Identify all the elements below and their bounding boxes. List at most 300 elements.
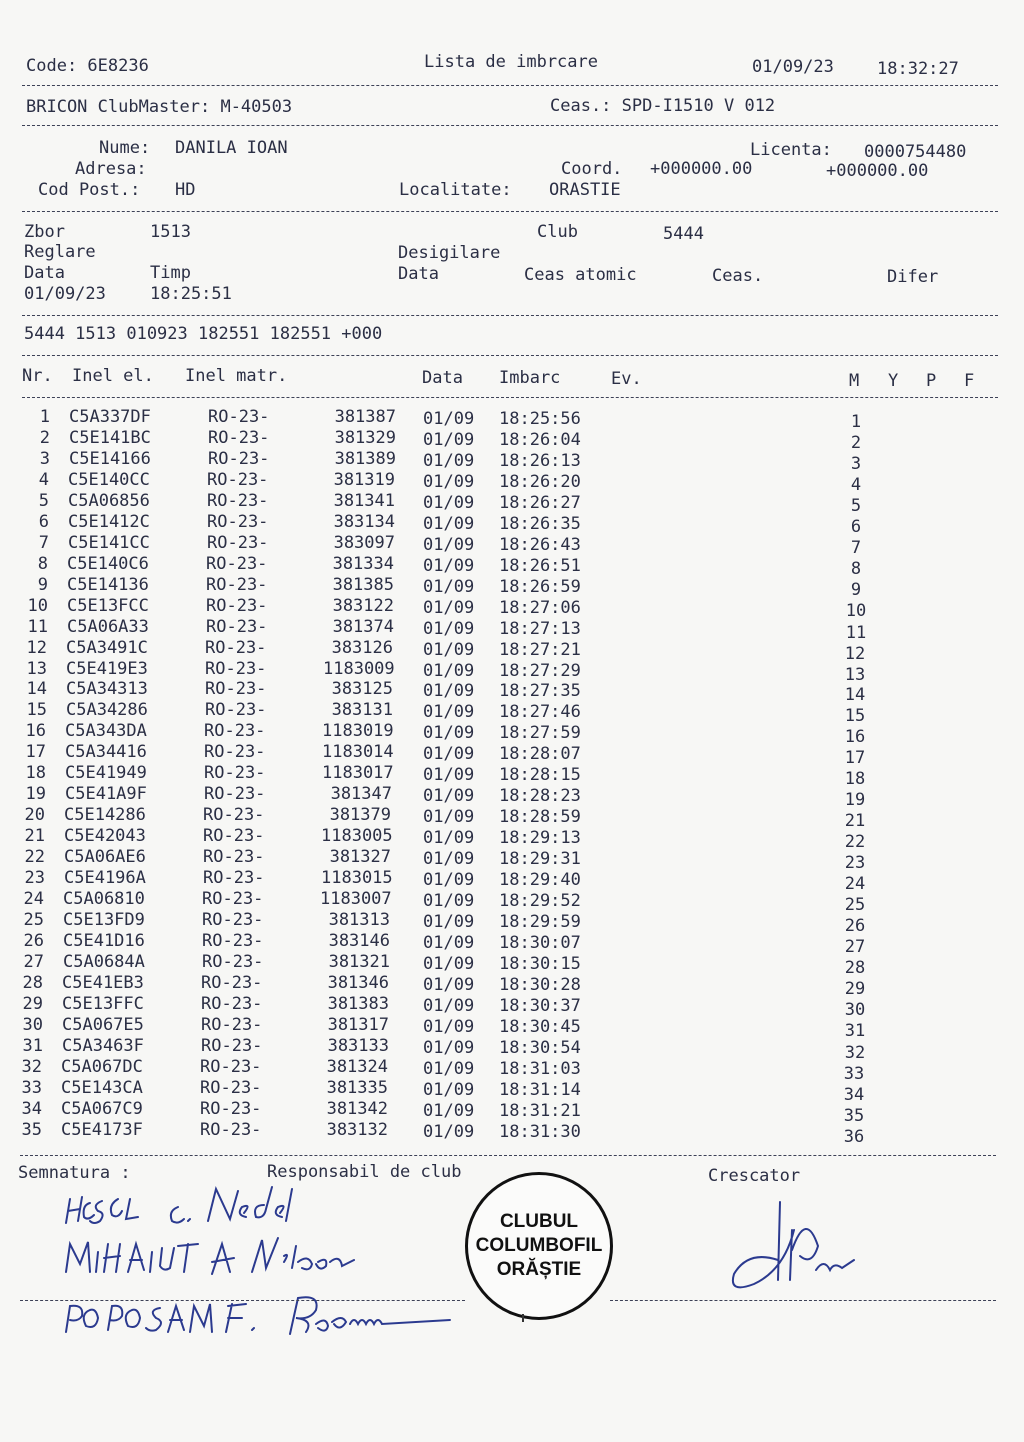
- arrival-time: 18:26:43: [499, 534, 581, 555]
- stamp-line-2: COLUMBOFIL: [475, 1235, 603, 1256]
- arrival-date: 01/09: [423, 513, 475, 534]
- rank: 3: [850, 453, 862, 474]
- table-row: [0, 721, 1024, 748]
- locality-label: Localitate:: [399, 180, 512, 200]
- ring-prefix: RO-23-: [205, 700, 267, 721]
- arrival-date: 01/09: [423, 974, 475, 995]
- ring-number: 381321: [328, 951, 390, 972]
- coord-value-1: +000000.00: [650, 159, 753, 179]
- arrival-time: 18:30:07: [499, 933, 581, 953]
- arrival-date: 01/09: [423, 1100, 475, 1121]
- postal-label: Cod Post.:: [38, 180, 141, 200]
- arrival-time: 18:31:21: [499, 1100, 581, 1121]
- electronic-ring: C5A34313: [66, 679, 148, 700]
- rank: 19: [844, 790, 866, 811]
- rank: 32: [844, 1042, 866, 1063]
- table-row: [0, 1119, 1024, 1147]
- ring-prefix: RO-23-: [206, 595, 268, 616]
- ring-prefix: RO-23-: [200, 1077, 262, 1098]
- reglare-label: Reglare: [24, 242, 96, 262]
- row-number: 11: [27, 616, 48, 637]
- separator: [20, 1300, 465, 1301]
- signature-mihaiut: [62, 1232, 362, 1282]
- arrival-time: 18:30:45: [499, 1016, 581, 1037]
- electronic-ring: C5E13FFC: [62, 993, 144, 1014]
- row-number: 33: [21, 1077, 42, 1098]
- desigilare-label: Desigilare: [398, 243, 501, 263]
- table-row: [0, 805, 1024, 832]
- separator: [20, 1155, 996, 1156]
- col-imbarc-header: Imbarc: [499, 368, 561, 388]
- ring-number: 383132: [326, 1119, 388, 1140]
- row-number: 27: [23, 951, 44, 972]
- ring-number: 1183014: [322, 742, 394, 763]
- table-row: [0, 1035, 1024, 1063]
- ring-prefix: RO-23-: [208, 448, 270, 469]
- arrival-time: 18:28:15: [499, 765, 581, 786]
- row-number: 30: [22, 1014, 43, 1035]
- ring-prefix: RO-23-: [200, 1098, 262, 1119]
- electronic-ring: C5A067DC: [61, 1056, 143, 1077]
- table-row: [0, 1014, 1024, 1041]
- table-row: [0, 972, 1024, 999]
- ring-prefix: RO-23-: [208, 407, 270, 427]
- ring-number: 381379: [329, 805, 391, 826]
- arrival-time: 18:29:40: [499, 870, 581, 891]
- arrival-date: 01/09: [423, 933, 475, 953]
- ring-prefix: RO-23-: [207, 532, 269, 553]
- rank: 24: [844, 874, 866, 895]
- rank: 7: [850, 537, 862, 558]
- row-number: 14: [26, 679, 47, 700]
- col-inel-el-header: Inel el.: [72, 366, 154, 386]
- col-p-header: P: [926, 371, 937, 391]
- row-number: 6: [38, 511, 49, 532]
- row-number: 17: [25, 742, 46, 763]
- row-number: 13: [26, 658, 47, 679]
- row-number: 25: [23, 910, 44, 931]
- table-row: [0, 637, 1024, 664]
- electronic-ring: C5E1412C: [68, 511, 150, 532]
- rank: 1: [850, 412, 862, 432]
- document-title: Lista de imbrcare: [424, 52, 598, 72]
- rank: 29: [844, 978, 866, 999]
- club-stamp: [465, 1172, 613, 1320]
- arrival-date: 01/09: [423, 639, 475, 660]
- ring-prefix: RO-23-: [200, 1119, 262, 1140]
- row-number: 12: [26, 637, 47, 658]
- rank: 18: [844, 769, 866, 790]
- table-row: [0, 574, 1024, 600]
- ring-prefix: RO-23-: [204, 721, 266, 742]
- electronic-ring: C5E13FCC: [67, 595, 149, 616]
- ring-number: 381341: [333, 490, 395, 511]
- ring-number: 381334: [332, 553, 394, 574]
- ring-number: 381329: [334, 427, 396, 448]
- separator: [610, 1300, 996, 1301]
- arrival-time: 18:27:06: [499, 597, 581, 618]
- arrival-time: 18:27:29: [499, 660, 581, 681]
- rank: 12: [844, 643, 866, 664]
- arrival-date: 01/09: [423, 555, 475, 576]
- arrival-time: 18:30:54: [499, 1037, 581, 1058]
- col-inel-matr-header: Inel matr.: [185, 366, 288, 386]
- rank: 9: [850, 579, 862, 600]
- electronic-ring: C5E41949: [65, 763, 147, 784]
- electronic-ring: C5E14286: [64, 805, 146, 826]
- ring-prefix: RO-23-: [201, 1014, 263, 1035]
- timp-label: Timp: [150, 263, 191, 283]
- arrival-time: 18:26:13: [499, 450, 581, 471]
- arrival-date: 01/09: [423, 744, 475, 765]
- arrival-date: 01/09: [423, 576, 475, 597]
- table-row: [0, 700, 1024, 727]
- ring-prefix: RO-23-: [207, 469, 269, 490]
- rank: 27: [844, 937, 866, 957]
- table-row: [0, 889, 1024, 916]
- table-row: [0, 448, 1024, 474]
- ring-prefix: RO-23-: [205, 679, 267, 700]
- ring-number: 1183019: [322, 721, 394, 742]
- rank: 4: [850, 474, 862, 495]
- table-row: [0, 1077, 1024, 1105]
- arrival-time: 18:28:07: [499, 744, 581, 765]
- signature-breeder: [720, 1200, 870, 1300]
- col-nr-header: Nr.: [22, 366, 53, 386]
- row-number: 23: [24, 868, 45, 889]
- rank: 36: [843, 1126, 865, 1147]
- arrival-date: 01/09: [423, 1016, 475, 1037]
- row-number: 3: [39, 448, 50, 469]
- ring-prefix: RO-23-: [202, 910, 264, 931]
- row-number: 18: [25, 763, 46, 784]
- row-number: 19: [25, 784, 46, 805]
- rank: 23: [844, 853, 866, 874]
- arrival-time: 18:26:51: [499, 555, 581, 576]
- table-row: [0, 847, 1024, 874]
- breeder-label: Crescator: [708, 1166, 801, 1186]
- arrival-date: 01/09: [423, 953, 475, 974]
- ring-prefix: RO-23-: [201, 972, 263, 993]
- ring-number: 381317: [327, 1014, 389, 1035]
- arrival-date: 01/09: [423, 492, 475, 513]
- signature-label: Semnatura :: [18, 1163, 131, 1183]
- rank: 33: [843, 1063, 865, 1084]
- stamp-line-1: CLUBUL: [499, 1211, 579, 1232]
- ring-prefix: RO-23-: [205, 637, 267, 658]
- col-ev-header: Ev.: [611, 369, 642, 389]
- zbor-number: 1513: [150, 222, 191, 242]
- electronic-ring: C5A0684A: [63, 951, 145, 972]
- electronic-ring: C5A343DA: [65, 721, 147, 742]
- ring-prefix: RO-23-: [207, 511, 269, 532]
- electronic-ring: C5E41A9F: [65, 784, 147, 805]
- table-row: [0, 658, 1024, 685]
- ceas-atomic-label: Ceas atomic: [524, 265, 637, 285]
- arrival-date: 01/09: [423, 681, 475, 702]
- row-number: 15: [26, 700, 47, 721]
- stamp-tick: [522, 1314, 524, 1322]
- rank: 31: [844, 1020, 866, 1041]
- row-number: 16: [25, 721, 46, 742]
- table-row: [0, 490, 1024, 516]
- row-number: 8: [37, 553, 48, 574]
- arrival-date: 01/09: [423, 1121, 475, 1142]
- rank: 25: [844, 895, 866, 916]
- ring-number: 381387: [334, 407, 396, 427]
- ring-prefix: RO-23-: [203, 826, 265, 847]
- separator: [22, 211, 998, 212]
- ring-number: 381327: [329, 847, 391, 868]
- row-number: 24: [23, 889, 44, 910]
- owner-name: DANILA IOAN: [175, 138, 288, 158]
- table-row: [0, 1056, 1024, 1084]
- rank: 14: [844, 685, 866, 706]
- ring-prefix: RO-23-: [203, 847, 265, 868]
- electronic-ring: C5E14166: [69, 448, 151, 469]
- row-number: 35: [21, 1119, 42, 1140]
- row-number: 32: [21, 1056, 42, 1077]
- ring-prefix: RO-23-: [202, 931, 264, 951]
- arrival-time: 18:30:28: [499, 974, 581, 995]
- club-number: 5444: [663, 224, 704, 244]
- arrival-date: 01/09: [423, 765, 475, 786]
- rank: 28: [844, 957, 866, 978]
- ring-prefix: RO-23-: [203, 805, 265, 826]
- ring-number: 383133: [327, 1035, 389, 1056]
- ring-number: 1183015: [321, 868, 393, 889]
- reglare-time: 18:25:51: [150, 284, 232, 304]
- ring-number: 381342: [326, 1098, 388, 1119]
- arrival-date: 01/09: [423, 807, 475, 828]
- arrival-date: 01/09: [423, 597, 475, 618]
- separator: [22, 125, 998, 126]
- electronic-ring: C5A067E5: [62, 1014, 144, 1035]
- ring-prefix: RO-23-: [201, 1035, 263, 1056]
- clock-id: Ceas.: SPD-I1510 V 012: [550, 96, 776, 116]
- table-row: [0, 951, 1024, 978]
- electronic-ring: C5A06AE6: [64, 847, 146, 868]
- arrival-time: 18:26:04: [499, 429, 581, 450]
- ring-number: 381347: [330, 784, 392, 805]
- ring-prefix: RO-23-: [204, 784, 266, 805]
- row-number: 31: [22, 1035, 43, 1056]
- arrival-time: 18:30:37: [499, 995, 581, 1016]
- arrival-time: 18:27:46: [499, 702, 581, 723]
- arrival-date: 01/09: [423, 723, 475, 744]
- electronic-ring: C5E41D16: [63, 931, 145, 951]
- clubmaster-id: BRICON ClubMaster: M-40503: [26, 97, 293, 117]
- ring-number: 383097: [333, 532, 395, 553]
- table-row: [0, 595, 1024, 621]
- col-m-header: M: [849, 371, 860, 391]
- arrival-time: 18:27:35: [499, 681, 581, 702]
- table-row: [0, 1098, 1024, 1126]
- difer-label: Difer: [887, 267, 939, 287]
- col-y-header: Y: [888, 371, 899, 391]
- table-row: [0, 532, 1024, 558]
- arrival-time: 18:29:31: [499, 849, 581, 870]
- arrival-time: 18:31:14: [499, 1079, 581, 1100]
- row-number: 2: [39, 427, 50, 448]
- ring-number: 381319: [333, 469, 395, 490]
- electronic-ring: C5A34416: [65, 742, 147, 763]
- zbor-label: Zbor: [24, 222, 65, 242]
- ring-number: 1183017: [322, 763, 394, 784]
- electronic-ring: C5E143CA: [61, 1077, 143, 1098]
- rank: 5: [850, 495, 862, 516]
- separator: [22, 315, 998, 316]
- table-row: [0, 784, 1024, 811]
- club-responsible-label: Responsabil de club: [267, 1162, 462, 1182]
- table-row: [0, 469, 1024, 495]
- rank: 6: [850, 516, 862, 537]
- name-label: Nume:: [99, 138, 151, 158]
- ring-number: 383134: [333, 511, 395, 532]
- ring-prefix: RO-23-: [201, 993, 263, 1014]
- table-row: [0, 868, 1024, 895]
- arrival-time: 18:27:13: [499, 618, 581, 639]
- ring-number: 381313: [328, 910, 390, 931]
- print-date: 01/09/23: [752, 57, 834, 77]
- row-number: 1: [39, 407, 50, 427]
- document-code: Code: 6E8236: [26, 56, 149, 76]
- postal-code: HD: [175, 180, 196, 200]
- arrival-time: 18:31:30: [499, 1121, 581, 1142]
- coord-value-2: +000000.00: [826, 161, 929, 181]
- table-row: [0, 931, 1024, 957]
- ring-prefix: RO-23-: [206, 616, 268, 637]
- data-label-2: Data: [398, 264, 439, 284]
- arrival-date: 01/09: [423, 1037, 475, 1058]
- rank: 22: [844, 832, 866, 853]
- ring-prefix: RO-23-: [205, 658, 267, 679]
- separator: [22, 397, 998, 398]
- arrival-date: 01/09: [423, 618, 475, 639]
- arrival-date: 01/09: [423, 828, 475, 849]
- electronic-ring: C5A3463F: [62, 1035, 144, 1056]
- arrival-time: 18:26:35: [499, 513, 581, 534]
- table-row: [0, 993, 1024, 1020]
- electronic-ring: C5E141BC: [69, 427, 151, 448]
- table-row: [0, 616, 1024, 643]
- ring-number: 381324: [326, 1056, 388, 1077]
- ring-prefix: RO-23-: [202, 951, 264, 972]
- electronic-ring: C5E140C6: [67, 553, 149, 574]
- ring-number: 383122: [332, 595, 394, 616]
- table-row: [0, 826, 1024, 853]
- electronic-ring: C5A067C9: [61, 1098, 143, 1119]
- row-number: 7: [38, 532, 49, 553]
- col-f-header: F: [964, 371, 975, 391]
- row-number: 20: [24, 805, 45, 826]
- stamp-line-3: ORĂȘTIE: [496, 1259, 582, 1280]
- arrival-date: 01/09: [423, 1058, 475, 1079]
- arrival-date: 01/09: [423, 849, 475, 870]
- row-number: 10: [27, 595, 48, 616]
- flight-code-line: 5444 1513 010923 182551 182551 +000: [24, 324, 383, 344]
- separator: [22, 85, 998, 86]
- arrival-time: 18:31:03: [499, 1058, 581, 1079]
- arrival-date: 01/09: [423, 429, 475, 450]
- row-number: 9: [37, 574, 48, 595]
- row-number: 28: [22, 972, 43, 993]
- arrival-date: 01/09: [423, 450, 475, 471]
- ring-prefix: RO-23-: [206, 574, 268, 595]
- table-row: [0, 409, 1024, 430]
- arrival-date: 01/09: [423, 534, 475, 555]
- arrival-time: 18:26:20: [499, 471, 581, 492]
- rank: 13: [844, 664, 866, 685]
- table-row: [0, 910, 1024, 937]
- ring-prefix: RO-23-: [207, 490, 269, 511]
- ring-prefix: RO-23-: [200, 1056, 262, 1077]
- rank: 16: [844, 727, 866, 748]
- signature-hedel: [60, 1185, 300, 1233]
- table-row: [0, 679, 1024, 706]
- electronic-ring: C5E42043: [64, 826, 146, 847]
- electronic-ring: C5A3491C: [66, 637, 148, 658]
- data-label: Data: [24, 263, 65, 283]
- arrival-date: 01/09: [423, 409, 475, 429]
- ring-number: 381389: [334, 448, 396, 469]
- electronic-ring: C5A06810: [63, 889, 145, 910]
- license-number: 0000754480: [864, 142, 967, 162]
- arrival-time: 18:30:15: [499, 953, 581, 974]
- rank: 34: [843, 1084, 865, 1105]
- electronic-ring: C5A06A33: [67, 616, 149, 637]
- table-row: [0, 511, 1024, 537]
- row-number: 5: [38, 490, 49, 511]
- ring-number: 381335: [326, 1077, 388, 1098]
- ring-number: 381383: [327, 993, 389, 1014]
- ring-number: 383131: [331, 700, 393, 721]
- rank: 21: [844, 811, 866, 832]
- ring-number: 381374: [332, 616, 394, 637]
- arrival-date: 01/09: [423, 660, 475, 681]
- arrival-date: 01/09: [423, 786, 475, 807]
- ring-number: 381385: [332, 574, 394, 595]
- reglare-date: 01/09/23: [24, 284, 106, 304]
- ceas-label: Ceas.: [712, 266, 764, 286]
- arrival-time: 18:27:59: [499, 723, 581, 744]
- rank: 8: [850, 558, 862, 579]
- electronic-ring: C5E4173F: [61, 1119, 143, 1140]
- arrival-time: 18:26:59: [499, 576, 581, 597]
- rank: 11: [845, 622, 867, 643]
- coord-label: Coord.: [561, 159, 623, 179]
- rank: 2: [850, 432, 862, 453]
- electronic-ring: C5E41EB3: [62, 972, 144, 993]
- arrival-date: 01/09: [423, 891, 475, 912]
- license-label: Licenta:: [750, 140, 832, 160]
- arrival-date: 01/09: [423, 471, 475, 492]
- rank: 30: [844, 999, 866, 1020]
- arrival-time: 18:29:52: [499, 891, 581, 912]
- arrival-time: 18:25:56: [499, 409, 581, 429]
- arrival-date: 01/09: [423, 1079, 475, 1100]
- electronic-ring: C5E419E3: [66, 658, 148, 679]
- electronic-ring: C5A06856: [68, 490, 150, 511]
- ring-prefix: RO-23-: [202, 889, 264, 910]
- arrival-time: 18:26:27: [499, 492, 581, 513]
- ring-number: 1183005: [321, 826, 393, 847]
- ring-number: 1183009: [323, 658, 395, 679]
- separator: [22, 355, 998, 356]
- arrival-time: 18:29:13: [499, 828, 581, 849]
- arrival-time: 18:28:23: [499, 786, 581, 807]
- address-label: Adresa:: [75, 159, 147, 179]
